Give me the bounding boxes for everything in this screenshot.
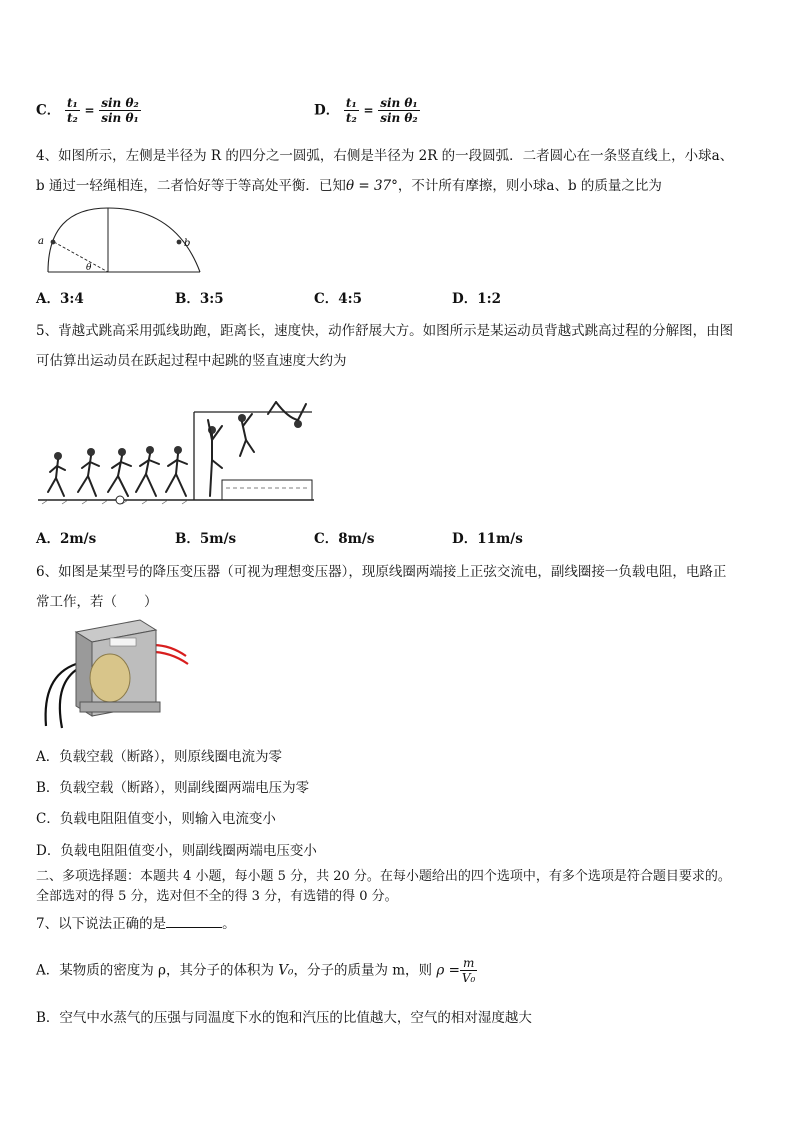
q7-option-a xyxy=(36,953,477,988)
q3-d-rhs-num: sin θ₁ xyxy=(380,96,418,110)
q3-option-d xyxy=(314,96,420,125)
q3-c-rhs-num: sin θ₂ xyxy=(101,96,139,110)
q3-option-c-lhs-fraction xyxy=(65,96,80,125)
q3-c-lhs-num: t₁ xyxy=(66,96,78,110)
q7-option-a-rho: ρ = xyxy=(436,962,460,979)
q6-coil xyxy=(90,654,130,702)
q7-option-a-fraction xyxy=(460,956,477,985)
q4-option-b: B．3:5 xyxy=(175,291,224,307)
q5-stem-line2: 可估算出运动员在跃起过程中起跳的竖直速度大约为 xyxy=(36,353,347,369)
q5-athlete-run-1 xyxy=(48,452,65,496)
q5-athlete-rise xyxy=(238,414,254,456)
q6-stem-line2: 常工作，若（ ） xyxy=(36,594,158,610)
q7-stem-text: 7、以下说法正确的是 xyxy=(36,916,167,932)
q4-stem-line1: 4、如图所示，左侧是半径为 R 的四分之一圆弧，右侧是半径为 2R 的一段圆弧．二者圆心在一条竖直线上，小球a、 xyxy=(36,148,734,164)
q4-stem-line2-a: b 通过一轻绳相连，二者恰好等于等高处平衡．已知 xyxy=(36,178,346,194)
q4-label-b: b xyxy=(184,238,191,249)
q7-option-a-text1: A．某物质的密度为 ρ，其分子的体积为 xyxy=(36,962,279,979)
section2-heading-line2: 全部选对的得 5 分，选对但不全的得 3 分，有选错的得 0 分。 xyxy=(36,889,398,904)
q3-d-lhs-num: t₁ xyxy=(345,96,357,110)
q4-option-c: C．4:5 xyxy=(314,291,363,307)
q5-option-d: D．11m/s xyxy=(452,531,523,547)
q4-ball-b xyxy=(177,240,182,245)
q3-d-equals: = xyxy=(363,103,374,118)
q4-radius-dashed xyxy=(54,242,108,272)
q7-stem-end: 。 xyxy=(222,916,236,932)
q5-stem-line1: 5、背越式跳高采用弧线助跑，距离长，速度快，动作舒展大方。如图所示是某运动员背越式跳高过程的分解图，由图 xyxy=(36,323,734,339)
q5-high-jump-figure xyxy=(36,396,316,508)
q7-option-a-v0: V₀ xyxy=(278,962,294,979)
q4-option-d: D．1:2 xyxy=(452,291,501,307)
q5-takeoff-marker xyxy=(116,496,124,504)
q7-stem xyxy=(36,915,236,933)
q4-big-arc xyxy=(48,208,200,272)
q5-athlete-takeoff xyxy=(208,420,222,496)
q5-athlete-over-bar xyxy=(268,402,306,428)
q5-athlete-run-3 xyxy=(108,448,131,496)
q6-label-sticker xyxy=(110,638,136,646)
q7-option-a-text2: ，分子的质量为 m，则 xyxy=(293,962,437,979)
q5-landing-mat xyxy=(222,480,312,500)
q6-transformer-image xyxy=(36,616,194,736)
q4-theta-value: θ = 37° xyxy=(345,178,398,194)
q5-option-b: B．5m/s xyxy=(175,531,237,547)
q6-stem-line1: 6、如图是某型号的降压变压器（可视为理想变压器），现原线圈两端接上正弦交流电，副线圈接一负载电阻，电路正 xyxy=(36,564,727,580)
q6-black-wire-2 xyxy=(60,670,76,728)
q3-c-lhs-den: t₂ xyxy=(66,111,78,125)
q4-label-a: a xyxy=(38,236,44,247)
q5-option-c: C．8m/s xyxy=(314,531,375,547)
q3-option-c xyxy=(36,96,141,125)
q7-option-b: B．空气中水蒸气的压强与同温度下水的饱和汽压的比值越大，空气的相对湿度越大 xyxy=(36,1010,532,1026)
q3-d-rhs-den: sin θ₂ xyxy=(380,111,418,125)
q7-frac-den: V₀ xyxy=(461,971,476,985)
q3-option-d-lhs-fraction xyxy=(344,96,359,125)
q3-c-rhs-den: sin θ₁ xyxy=(101,111,139,125)
q5-option-a: A．2m/s xyxy=(36,531,97,547)
q3-option-c-label: C． xyxy=(36,102,61,119)
q3-option-d-label: D． xyxy=(314,102,340,119)
q3-c-equals: = xyxy=(84,103,95,118)
q4-option-a: A．3:4 xyxy=(36,291,84,307)
q6-option-a: A．负载空载（断路），则原线圈电流为零 xyxy=(36,749,282,765)
q7-answer-blank xyxy=(166,915,222,928)
q4-stem-line2 xyxy=(36,177,662,195)
q6-option-b: B．负载空载（断路），则副线圈两端电压为零 xyxy=(36,780,310,796)
q6-option-c: C．负载电阻阻值变小，则输入电流变小 xyxy=(36,811,276,827)
q3-option-d-rhs-fraction xyxy=(378,96,419,125)
q4-arc-figure xyxy=(36,200,206,278)
q3-d-lhs-den: t₂ xyxy=(345,111,357,125)
q4-label-theta: θ xyxy=(86,263,92,273)
q6-mount-bracket xyxy=(80,702,160,712)
section2-heading-line1: 二、多项选择题：本题共 4 小题，每小题 5 分，共 20 分。在每小题给出的四个选项中，有多个选项是符合题目要求的。 xyxy=(36,869,731,884)
q5-athlete-run-5 xyxy=(166,446,187,496)
q6-option-d: D．负载电阻阻值变小，则副线圈两端电压变小 xyxy=(36,843,317,859)
q7-frac-num: m xyxy=(460,956,477,971)
q5-athlete-run-2 xyxy=(78,448,99,496)
q3-option-c-rhs-fraction xyxy=(99,96,140,125)
q4-stem-line2-b: ，不计所有摩擦，则小球a、b 的质量之比为 xyxy=(397,178,662,194)
q5-athlete-run-4 xyxy=(136,446,159,496)
q4-ball-a xyxy=(51,240,56,245)
